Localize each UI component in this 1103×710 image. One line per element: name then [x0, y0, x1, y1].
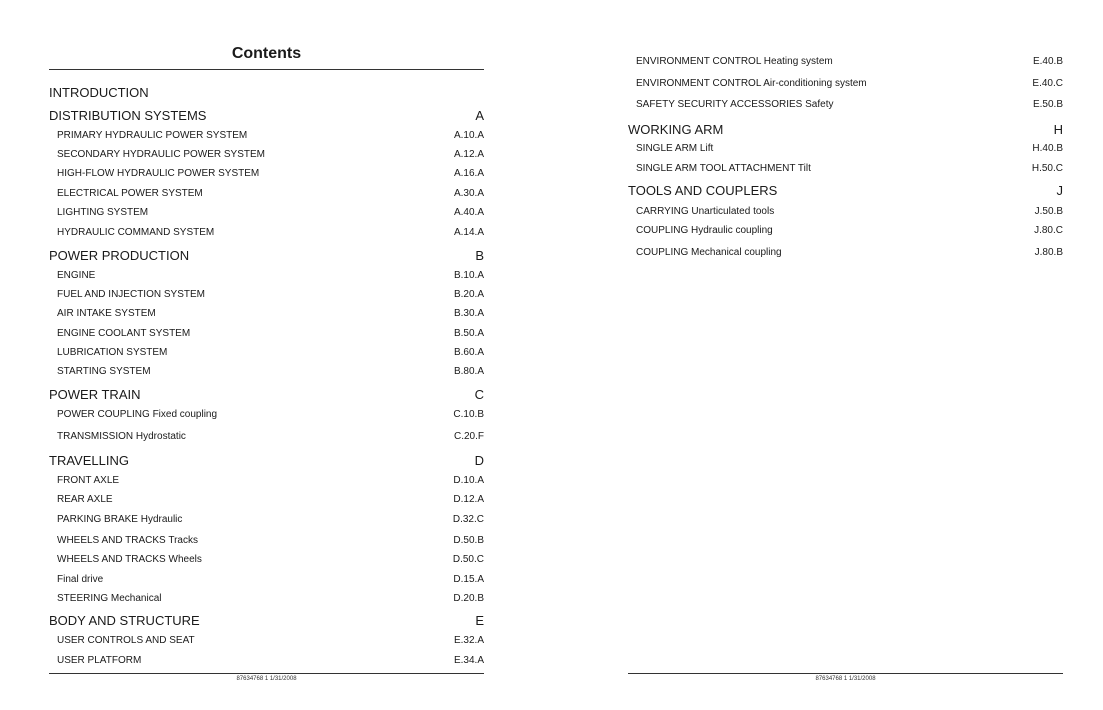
entry-code: A.14.A: [453, 227, 484, 238]
entry-code: J.80.B: [1034, 247, 1063, 258]
toc-entry[interactable]: [49, 325, 484, 343]
right-page: [628, 0, 1063, 710]
section-letter: H: [1053, 122, 1063, 137]
toc-section-j[interactable]: [628, 182, 1063, 200]
entry-code: D.50.C: [452, 554, 484, 565]
section-label: DISTRIBUTION SYSTEMS: [49, 108, 207, 123]
entry-label: HYDRAULIC COMMAND SYSTEM: [57, 227, 215, 238]
entry-code: H.40.B: [1032, 143, 1063, 154]
page-footer: 87634768 1 1/31/2008: [815, 676, 876, 682]
toc-entry[interactable]: [49, 632, 484, 650]
entry-code: B.30.A: [453, 308, 484, 319]
entry-code: J.80.C: [1034, 225, 1063, 236]
entry-label: REAR AXLE: [57, 494, 113, 505]
entry-code: A.10.A: [453, 130, 484, 141]
entry-label: SINGLE ARM TOOL ATTACHMENT Tilt: [636, 163, 811, 174]
entry-code: D.12.A: [453, 494, 484, 505]
section-letter: J: [1056, 183, 1063, 198]
toc-entry[interactable]: [49, 590, 484, 608]
entry-label: USER CONTROLS AND SEAT: [57, 635, 195, 646]
toc-entry[interactable]: [49, 363, 484, 381]
toc-entry[interactable]: [49, 305, 484, 323]
entry-code: D.10.A: [453, 475, 484, 486]
section-letter: D: [474, 453, 484, 468]
toc-entry[interactable]: [628, 222, 1063, 240]
section-label: INTRODUCTION: [49, 85, 149, 100]
section-label: TRAVELLING: [49, 453, 129, 468]
toc-entry[interactable]: [49, 652, 484, 670]
entry-label: ENGINE COOLANT SYSTEM: [57, 328, 191, 339]
entry-code: E.40.C: [1032, 78, 1063, 89]
toc-entry[interactable]: [49, 146, 484, 164]
entry-label: AIR INTAKE SYSTEM: [57, 308, 156, 319]
entry-code: A.30.A: [453, 188, 484, 199]
footer-rule: [49, 673, 484, 674]
entry-code: B.50.A: [453, 328, 484, 339]
toc-entry[interactable]: [628, 96, 1063, 114]
entry-code: E.40.B: [1032, 56, 1063, 67]
entry-label: STARTING SYSTEM: [57, 366, 151, 377]
entry-label: ENGINE: [57, 270, 96, 281]
entry-code: B.60.A: [453, 347, 484, 358]
toc-entry[interactable]: [628, 75, 1063, 93]
entry-code: E.32.A: [453, 635, 484, 646]
entry-label: ENVIRONMENT CONTROL Air-conditioning system: [636, 78, 867, 89]
entry-code: B.10.A: [453, 270, 484, 281]
toc-introduction[interactable]: [49, 84, 484, 102]
toc-entry[interactable]: [49, 532, 484, 550]
toc-entry[interactable]: [49, 204, 484, 222]
entry-label: PARKING BRAKE Hydraulic: [57, 514, 183, 525]
entry-code: A.40.A: [453, 207, 484, 218]
entry-code: D.32.C: [452, 514, 484, 525]
section-letter: B: [475, 248, 484, 263]
entry-label: SINGLE ARM Lift: [636, 143, 714, 154]
toc-entry[interactable]: [628, 203, 1063, 221]
toc-entry[interactable]: [49, 224, 484, 242]
entry-label: STEERING Mechanical: [57, 593, 162, 604]
toc-entry[interactable]: [628, 244, 1063, 262]
entry-label: ENVIRONMENT CONTROL Heating system: [636, 56, 833, 67]
entry-code: C.20.F: [453, 431, 484, 442]
entry-label: LIGHTING SYSTEM: [57, 207, 149, 218]
entry-label: SECONDARY HYDRAULIC POWER SYSTEM: [57, 149, 266, 160]
entry-label: USER PLATFORM: [57, 655, 142, 666]
entry-label: HIGH-FLOW HYDRAULIC POWER SYSTEM: [57, 168, 260, 179]
section-letter: E: [475, 613, 484, 628]
entry-code: D.20.B: [453, 593, 484, 604]
toc-entry[interactable]: [49, 127, 484, 145]
toc-entry[interactable]: [49, 344, 484, 362]
section-label: POWER TRAIN: [49, 387, 141, 402]
section-letter: A: [475, 108, 484, 123]
entry-label: CARRYING Unarticulated tools: [636, 206, 775, 217]
footer-rule: [628, 673, 1063, 674]
entry-label: POWER COUPLING Fixed coupling: [57, 409, 218, 420]
entry-label: FUEL AND INJECTION SYSTEM: [57, 289, 205, 300]
entry-code: J.50.B: [1034, 206, 1063, 217]
toc-entry[interactable]: [49, 165, 484, 183]
entry-label: SAFETY SECURITY ACCESSORIES Safety: [636, 99, 834, 110]
toc-entry[interactable]: [49, 551, 484, 569]
entry-label: WHEELS AND TRACKS Tracks: [57, 535, 198, 546]
toc-section-c[interactable]: [49, 386, 484, 404]
entry-code: E.50.B: [1032, 99, 1063, 110]
entry-code: H.50.C: [1031, 163, 1063, 174]
toc-entry[interactable]: [628, 140, 1063, 158]
entry-code: C.10.B: [453, 409, 484, 420]
toc-entry[interactable]: [628, 160, 1063, 178]
entry-label: COUPLING Hydraulic coupling: [636, 225, 773, 236]
toc-section-h[interactable]: [628, 121, 1063, 139]
toc-section-d[interactable]: [49, 452, 484, 470]
toc-entry[interactable]: [49, 267, 484, 285]
entry-code: A.12.A: [453, 149, 484, 160]
toc-entry[interactable]: [49, 286, 484, 304]
title-rule: [49, 69, 484, 70]
entry-code: B.20.A: [453, 289, 484, 300]
section-letter: C: [474, 387, 484, 402]
page-footer: 87634768 1 1/31/2008: [236, 676, 297, 682]
entry-label: Final drive: [57, 574, 104, 585]
section-label: WORKING ARM: [628, 122, 724, 137]
entry-label: TRANSMISSION Hydrostatic: [57, 431, 186, 442]
left-page: [49, 0, 484, 710]
entry-code: A.16.A: [453, 168, 484, 179]
section-label: BODY AND STRUCTURE: [49, 613, 200, 628]
entry-label: LUBRICATION SYSTEM: [57, 347, 168, 358]
toc-entry[interactable]: [49, 185, 484, 203]
toc-entry[interactable]: [49, 406, 484, 424]
entry-code: E.34.A: [453, 655, 484, 666]
toc-section-e[interactable]: [49, 612, 484, 630]
toc-entry[interactable]: [49, 491, 484, 509]
entry-label: WHEELS AND TRACKS Wheels: [57, 554, 202, 565]
entry-label: FRONT AXLE: [57, 475, 120, 486]
section-label: TOOLS AND COUPLERS: [628, 183, 778, 198]
toc-entry[interactable]: [49, 571, 484, 589]
entry-code: B.80.A: [453, 366, 484, 377]
section-label: POWER PRODUCTION: [49, 248, 190, 263]
entry-code: D.50.B: [453, 535, 484, 546]
entry-label: PRIMARY HYDRAULIC POWER SYSTEM: [57, 130, 248, 141]
entry-code: D.15.A: [453, 574, 484, 585]
toc-entry[interactable]: [49, 472, 484, 490]
toc-entry[interactable]: [49, 511, 484, 529]
toc-entry[interactable]: [49, 428, 484, 446]
page-title: Contents: [231, 45, 302, 62]
toc-section-b[interactable]: [49, 247, 484, 265]
toc-section-a[interactable]: [49, 107, 484, 125]
toc-entry[interactable]: [628, 53, 1063, 71]
entry-label: ELECTRICAL POWER SYSTEM: [57, 188, 203, 199]
entry-label: COUPLING Mechanical coupling: [636, 247, 782, 258]
